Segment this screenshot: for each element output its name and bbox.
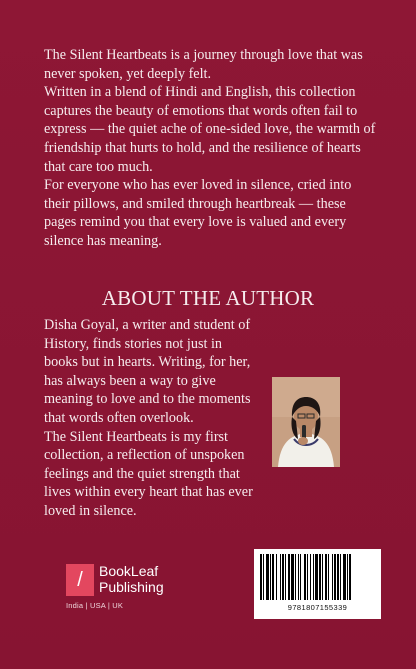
author-photo [272, 377, 340, 467]
bio-line: loved in silence. [44, 502, 137, 519]
blurb-paragraph: For everyone who has ever loved in silence, cried into their pillows, and smiled through heartbreak — these pages remind you that every love is valued and every silence has meaning. [44, 177, 352, 249]
publisher-name-line1: BookLeaf [99, 563, 159, 579]
blurb-paragraph: The Silent Heartbeats is a journey through love that was never spoken, yet deeply felt. [44, 47, 363, 82]
bio-line: collection, a reflection of unspoken [44, 447, 245, 464]
book-blurb [44, 46, 380, 251]
publisher-mark-icon: / [66, 564, 94, 596]
publisher-name [99, 563, 164, 595]
bio-line: that words often overlook. [44, 409, 194, 426]
barcode-bars [260, 554, 375, 600]
isbn-barcode [254, 549, 381, 619]
bio-line: History, finds stories not just in [44, 335, 223, 352]
bio-line: meaning to love and to the moments [44, 391, 251, 408]
bio-line: books but in hearts. Writing, for her, [44, 354, 251, 371]
blurb-paragraph: Written in a blend of Hindi and English, this collection captures the beauty of emotions that words often fail to express — the quiet ache of one-sided love, the warmth of friendship that hurts to hold, and the resilience of hearts that care too much. [44, 84, 376, 175]
publisher-regions: India | USA | UK [66, 601, 124, 610]
bio-line: Disha Goyal, a writer and student of [44, 317, 251, 333]
bio-line: feelings and the quiet strength that [44, 465, 240, 482]
bio-line: The Silent Heartbeats is my first [44, 428, 229, 445]
publisher-name-line2: Publishing [99, 579, 164, 595]
bio-line: has always been a way to give [44, 372, 216, 389]
isbn-number: 9781807155339 [287, 603, 348, 612]
about-author-heading: ABOUT THE AUTHOR [101, 286, 315, 310]
bio-line: lives within every heart that has ever [44, 484, 253, 501]
